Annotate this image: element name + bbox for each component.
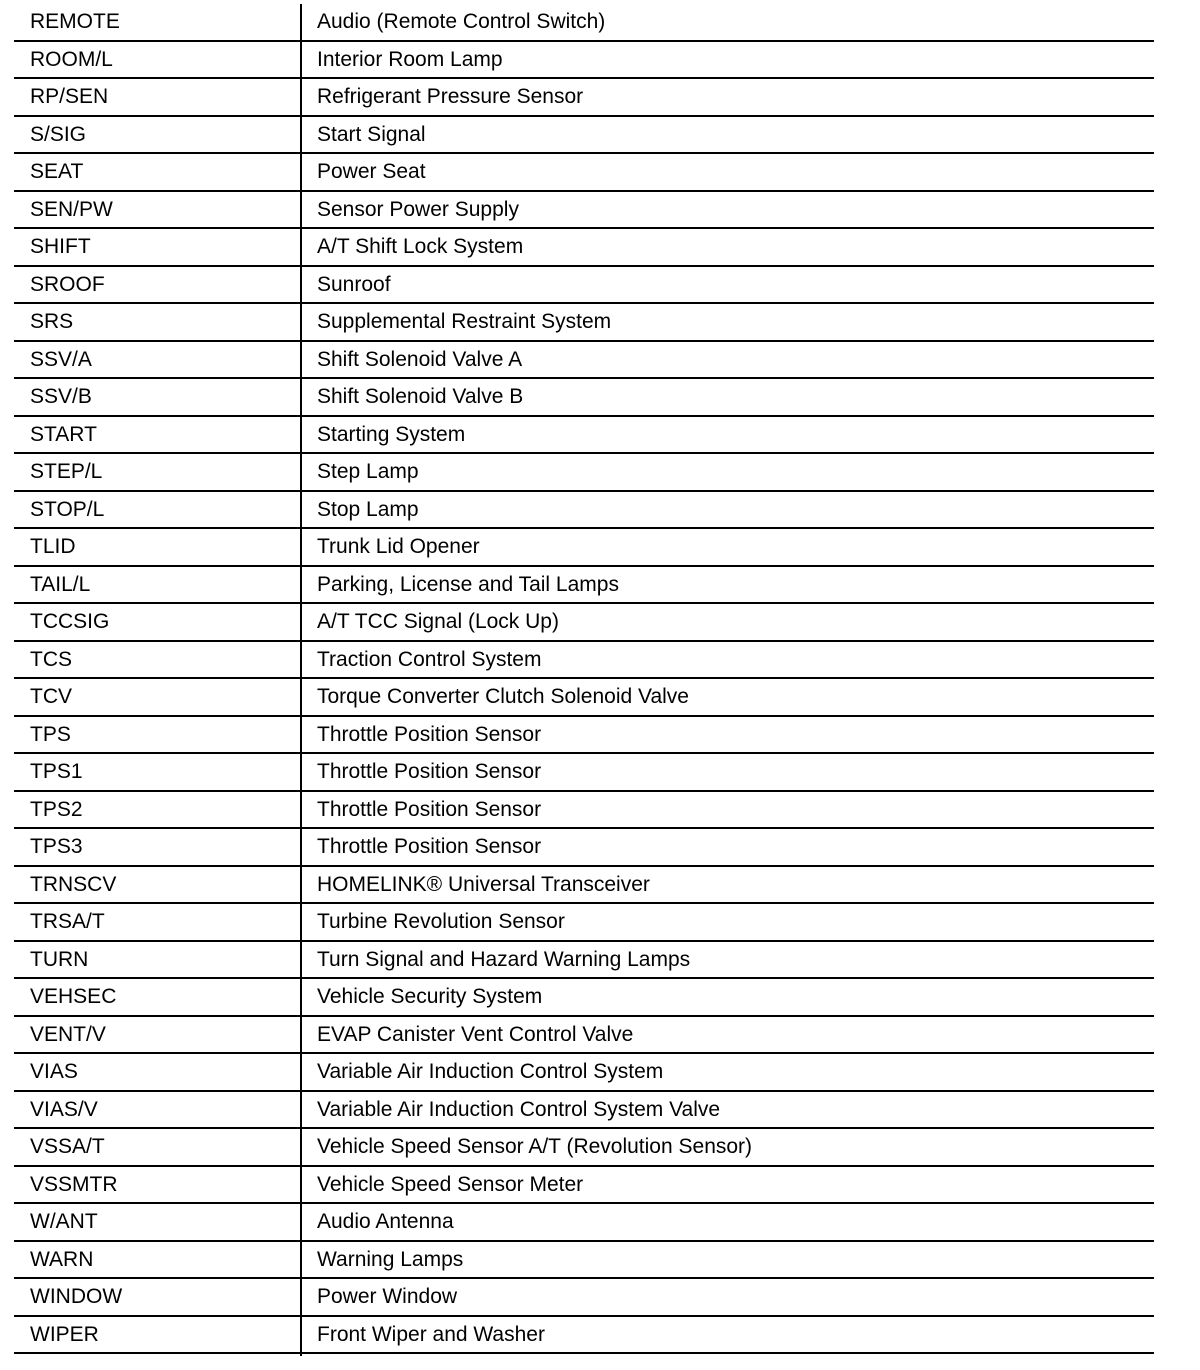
table-row — [14, 754, 1154, 792]
row-code: TCV — [30, 685, 72, 708]
row-code: TPS3 — [30, 835, 83, 858]
row-description: Start Signal — [317, 122, 426, 146]
table-row — [14, 642, 1154, 680]
row-code: SEAT — [30, 160, 84, 183]
row-description: Power Window — [317, 1285, 458, 1308]
row-code: S/SIG — [30, 122, 87, 146]
table-row — [14, 492, 1154, 530]
table-row — [14, 867, 1154, 905]
row-code: RP/SEN — [30, 85, 109, 108]
row-description: Torque Converter Clutch Solenoid Valve — [317, 685, 689, 708]
row-description: Vehicle Speed Sensor Meter — [317, 1172, 584, 1196]
table-row — [14, 904, 1154, 942]
row-code: SROOF — [30, 272, 105, 296]
row-code: WINDOW — [30, 1285, 123, 1308]
row-code: STEP/L — [30, 460, 103, 483]
row-description: Front Wiper and Washer — [317, 1322, 545, 1346]
row-code: SEN/PW — [30, 197, 113, 221]
row-code: SRS — [30, 310, 74, 333]
row-description: Audio Antenna — [317, 1210, 454, 1233]
row-description: Interior Room Lamp — [317, 47, 503, 71]
row-code: VSSMTR — [30, 1172, 118, 1196]
row-description: Starting System — [317, 422, 466, 446]
row-description: Throttle Position Sensor — [317, 760, 542, 783]
table-row — [14, 417, 1154, 455]
row-description: Sensor Power Supply — [317, 197, 519, 221]
row-code: SSV/B — [30, 385, 92, 408]
row-code: TRSA/T — [30, 910, 105, 933]
table-row — [14, 1204, 1154, 1242]
row-code: TCS — [30, 647, 72, 671]
table-row — [14, 1317, 1154, 1355]
abbreviation-table — [14, 4, 1154, 1354]
table-row — [14, 192, 1154, 230]
row-code: VEHSEC — [30, 985, 117, 1008]
row-description: Trunk Lid Opener — [317, 535, 480, 558]
row-description: Shift Solenoid Valve A — [317, 347, 523, 371]
table-row — [14, 229, 1154, 267]
row-code: ROOM/L — [30, 47, 113, 71]
table-row — [14, 267, 1154, 305]
row-code: TPS1 — [30, 760, 83, 783]
row-description: Parking, License and Tail Lamps — [317, 572, 619, 596]
row-code: VENT/V — [30, 1022, 106, 1046]
row-description: EVAP Canister Vent Control Valve — [317, 1022, 634, 1046]
row-description: Turbine Revolution Sensor — [317, 910, 565, 933]
table-row — [14, 4, 1154, 42]
row-code: START — [30, 422, 97, 446]
row-description: Throttle Position Sensor — [317, 835, 542, 858]
table-row — [14, 1167, 1154, 1205]
table-row — [14, 379, 1154, 417]
table-row — [14, 117, 1154, 155]
table-row — [14, 679, 1154, 717]
row-code: TAIL/L — [30, 572, 91, 596]
row-description: Power Seat — [317, 160, 426, 183]
table-row — [14, 717, 1154, 755]
table-row — [14, 979, 1154, 1017]
row-code: W/ANT — [30, 1210, 98, 1233]
row-code: TRNSCV — [30, 872, 117, 896]
row-code: STOP/L — [30, 497, 105, 521]
row-code: VIAS/V — [30, 1097, 98, 1121]
table-row — [14, 1242, 1154, 1280]
row-code: TCCSIG — [30, 610, 110, 633]
row-code: WIPER — [30, 1322, 99, 1346]
row-description: Variable Air Induction Control System Valve — [317, 1097, 721, 1121]
table-row — [14, 567, 1154, 605]
row-code: TPS — [30, 722, 71, 746]
row-description: Turn Signal and Hazard Warning Lamps — [317, 947, 691, 971]
row-description: Step Lamp — [317, 460, 419, 483]
table-row — [14, 304, 1154, 342]
row-code: TLID — [30, 535, 76, 558]
row-code: WARN — [30, 1247, 94, 1271]
row-description: Variable Air Induction Control System — [317, 1060, 664, 1083]
table-row — [14, 604, 1154, 642]
row-description: Vehicle Speed Sensor A/T (Revolution Sensor) — [317, 1135, 753, 1158]
row-description: Audio (Remote Control Switch) — [317, 10, 606, 33]
table-row — [14, 342, 1154, 380]
row-description: Sunroof — [317, 272, 391, 296]
row-description: A/T TCC Signal (Lock Up) — [317, 610, 559, 633]
row-description: Supplemental Restraint System — [317, 310, 612, 333]
table-row — [14, 1054, 1154, 1092]
row-description: Warning Lamps — [317, 1247, 464, 1271]
row-description: Traction Control System — [317, 647, 542, 671]
table-row — [14, 79, 1154, 117]
row-code: REMOTE — [30, 10, 120, 33]
row-description: Stop Lamp — [317, 497, 419, 521]
row-code: TPS2 — [30, 797, 83, 821]
row-code: SHIFT — [30, 235, 91, 258]
row-code: TURN — [30, 947, 89, 971]
row-description: Throttle Position Sensor — [317, 797, 542, 821]
table-row — [14, 942, 1154, 980]
row-description: A/T Shift Lock System — [317, 235, 524, 258]
table-row — [14, 1129, 1154, 1167]
row-description: Shift Solenoid Valve B — [317, 385, 524, 408]
table-row — [14, 529, 1154, 567]
table-row — [14, 1279, 1154, 1317]
row-description: Refrigerant Pressure Sensor — [317, 85, 584, 108]
row-code: VSSA/T — [30, 1135, 105, 1158]
table-row — [14, 454, 1154, 492]
table-row — [14, 1092, 1154, 1130]
row-description: Throttle Position Sensor — [317, 722, 542, 746]
table-row — [14, 42, 1154, 80]
table-row — [14, 829, 1154, 867]
table-row — [14, 792, 1154, 830]
row-description: Vehicle Security System — [317, 985, 543, 1008]
row-code: VIAS — [30, 1060, 78, 1083]
table-row — [14, 154, 1154, 192]
row-code: SSV/A — [30, 347, 92, 371]
table-row — [14, 1017, 1154, 1055]
row-description: HOMELINK® Universal Transceiver — [317, 872, 650, 896]
